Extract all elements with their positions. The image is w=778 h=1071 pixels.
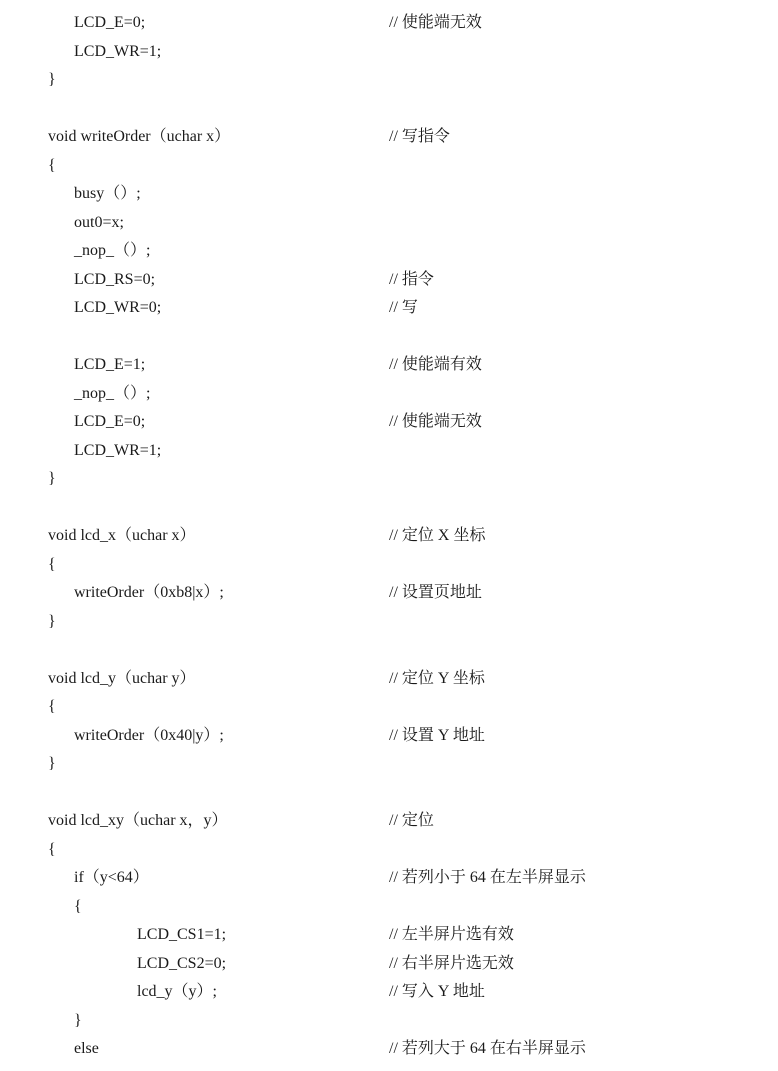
code-line bbox=[0, 180, 778, 208]
code-line bbox=[0, 1035, 778, 1063]
code-line bbox=[0, 465, 778, 493]
code-text: void lcd_xy（uchar x，y） bbox=[48, 812, 228, 829]
code-line bbox=[0, 294, 778, 322]
code-comment: // 使能端有效 bbox=[389, 356, 482, 373]
code-comment: // 设置页地址 bbox=[389, 584, 482, 601]
code-line bbox=[0, 893, 778, 921]
code-text: writeOrder（0xb8|x）; bbox=[74, 584, 224, 601]
code-line bbox=[0, 978, 778, 1006]
code-comment: // 若列小于 64 在左半屏显示 bbox=[389, 869, 586, 886]
code-text: LCD_WR=1; bbox=[74, 42, 162, 60]
code-line bbox=[0, 950, 778, 978]
code-line bbox=[0, 209, 778, 237]
blank-line bbox=[0, 636, 778, 664]
code-line bbox=[0, 123, 778, 151]
code-text: } bbox=[74, 1011, 82, 1029]
code-line bbox=[0, 9, 778, 37]
code-text: writeOrder（0x40|y）; bbox=[74, 726, 224, 744]
code-comment: // 使能端无效 bbox=[389, 413, 482, 430]
blank-line bbox=[0, 494, 778, 522]
code-line bbox=[0, 152, 778, 180]
code-text: if（y<64） bbox=[74, 869, 149, 886]
code-line bbox=[0, 408, 778, 436]
code-text: LCD_CS2=0; bbox=[137, 954, 227, 972]
code-line bbox=[0, 237, 778, 265]
code-line bbox=[0, 722, 778, 750]
code-line bbox=[0, 864, 778, 892]
code-line bbox=[0, 1007, 778, 1035]
code-line bbox=[0, 693, 778, 721]
code-line bbox=[0, 665, 778, 693]
code-line bbox=[0, 437, 778, 465]
code-text: { bbox=[48, 840, 56, 858]
code-text: } bbox=[48, 612, 56, 630]
code-line bbox=[0, 836, 778, 864]
code-text: LCD_E=1; bbox=[74, 356, 146, 373]
code-line bbox=[0, 380, 778, 408]
code-text: LCD_E=0; bbox=[74, 413, 146, 430]
code-text: void lcd_y（uchar y） bbox=[48, 669, 196, 687]
code-comment: // 定位 bbox=[389, 812, 434, 829]
code-text: busy（）; bbox=[74, 185, 141, 202]
code-text: out0=x; bbox=[74, 213, 124, 231]
code-line bbox=[0, 66, 778, 94]
code-text: else bbox=[74, 1040, 99, 1057]
code-text: LCD_WR=1; bbox=[74, 441, 162, 459]
code-text: LCD_E=0; bbox=[74, 14, 146, 31]
code-text: lcd_y（y）; bbox=[137, 983, 217, 1000]
code-comment: // 使能端无效 bbox=[389, 14, 482, 31]
code-text: LCD_WR=0; bbox=[74, 299, 162, 316]
code-line bbox=[0, 266, 778, 294]
code-comment: // 若列大于 64 在右半屏显示 bbox=[389, 1040, 586, 1057]
code-text: } bbox=[48, 755, 56, 772]
code-line bbox=[0, 522, 778, 550]
code-comment: // 左半屏片选有效 bbox=[389, 926, 514, 943]
code-text: { bbox=[48, 156, 56, 174]
code-text: void writeOrder（uchar x） bbox=[48, 128, 231, 145]
code-comment: // 指令 bbox=[389, 270, 434, 288]
code-line bbox=[0, 38, 778, 66]
code-text: void lcd_x（uchar x） bbox=[48, 527, 196, 544]
code-text: } bbox=[48, 470, 56, 487]
code-text: _nop_（）; bbox=[74, 384, 151, 402]
code-comment: // 定位 X 坐标 bbox=[389, 527, 486, 544]
code-comment: // 定位 Y 坐标 bbox=[389, 669, 485, 687]
blank-line bbox=[0, 779, 778, 807]
code-text: } bbox=[48, 71, 56, 88]
code-comment: // 右半屏片选无效 bbox=[389, 954, 514, 972]
code-comment: // 写 bbox=[389, 299, 418, 316]
code-line bbox=[0, 750, 778, 778]
code-comment: // 写入 Y 地址 bbox=[389, 983, 485, 1000]
code-text: { bbox=[48, 698, 56, 715]
blank-line bbox=[0, 95, 778, 123]
code-text: { bbox=[48, 555, 56, 573]
code-line bbox=[0, 921, 778, 949]
code-comment: // 设置 Y 地址 bbox=[389, 726, 485, 744]
code-line bbox=[0, 351, 778, 379]
code-text: LCD_RS=0; bbox=[74, 270, 156, 288]
code-text: LCD_CS1=1; bbox=[137, 926, 227, 943]
code-line bbox=[0, 608, 778, 636]
code-line bbox=[0, 579, 778, 607]
code-line bbox=[0, 807, 778, 835]
blank-line bbox=[0, 323, 778, 351]
code-line bbox=[0, 551, 778, 579]
code-text: _nop_（）; bbox=[74, 242, 151, 259]
code-text: { bbox=[74, 897, 82, 915]
code-comment: // 写指令 bbox=[389, 128, 450, 145]
